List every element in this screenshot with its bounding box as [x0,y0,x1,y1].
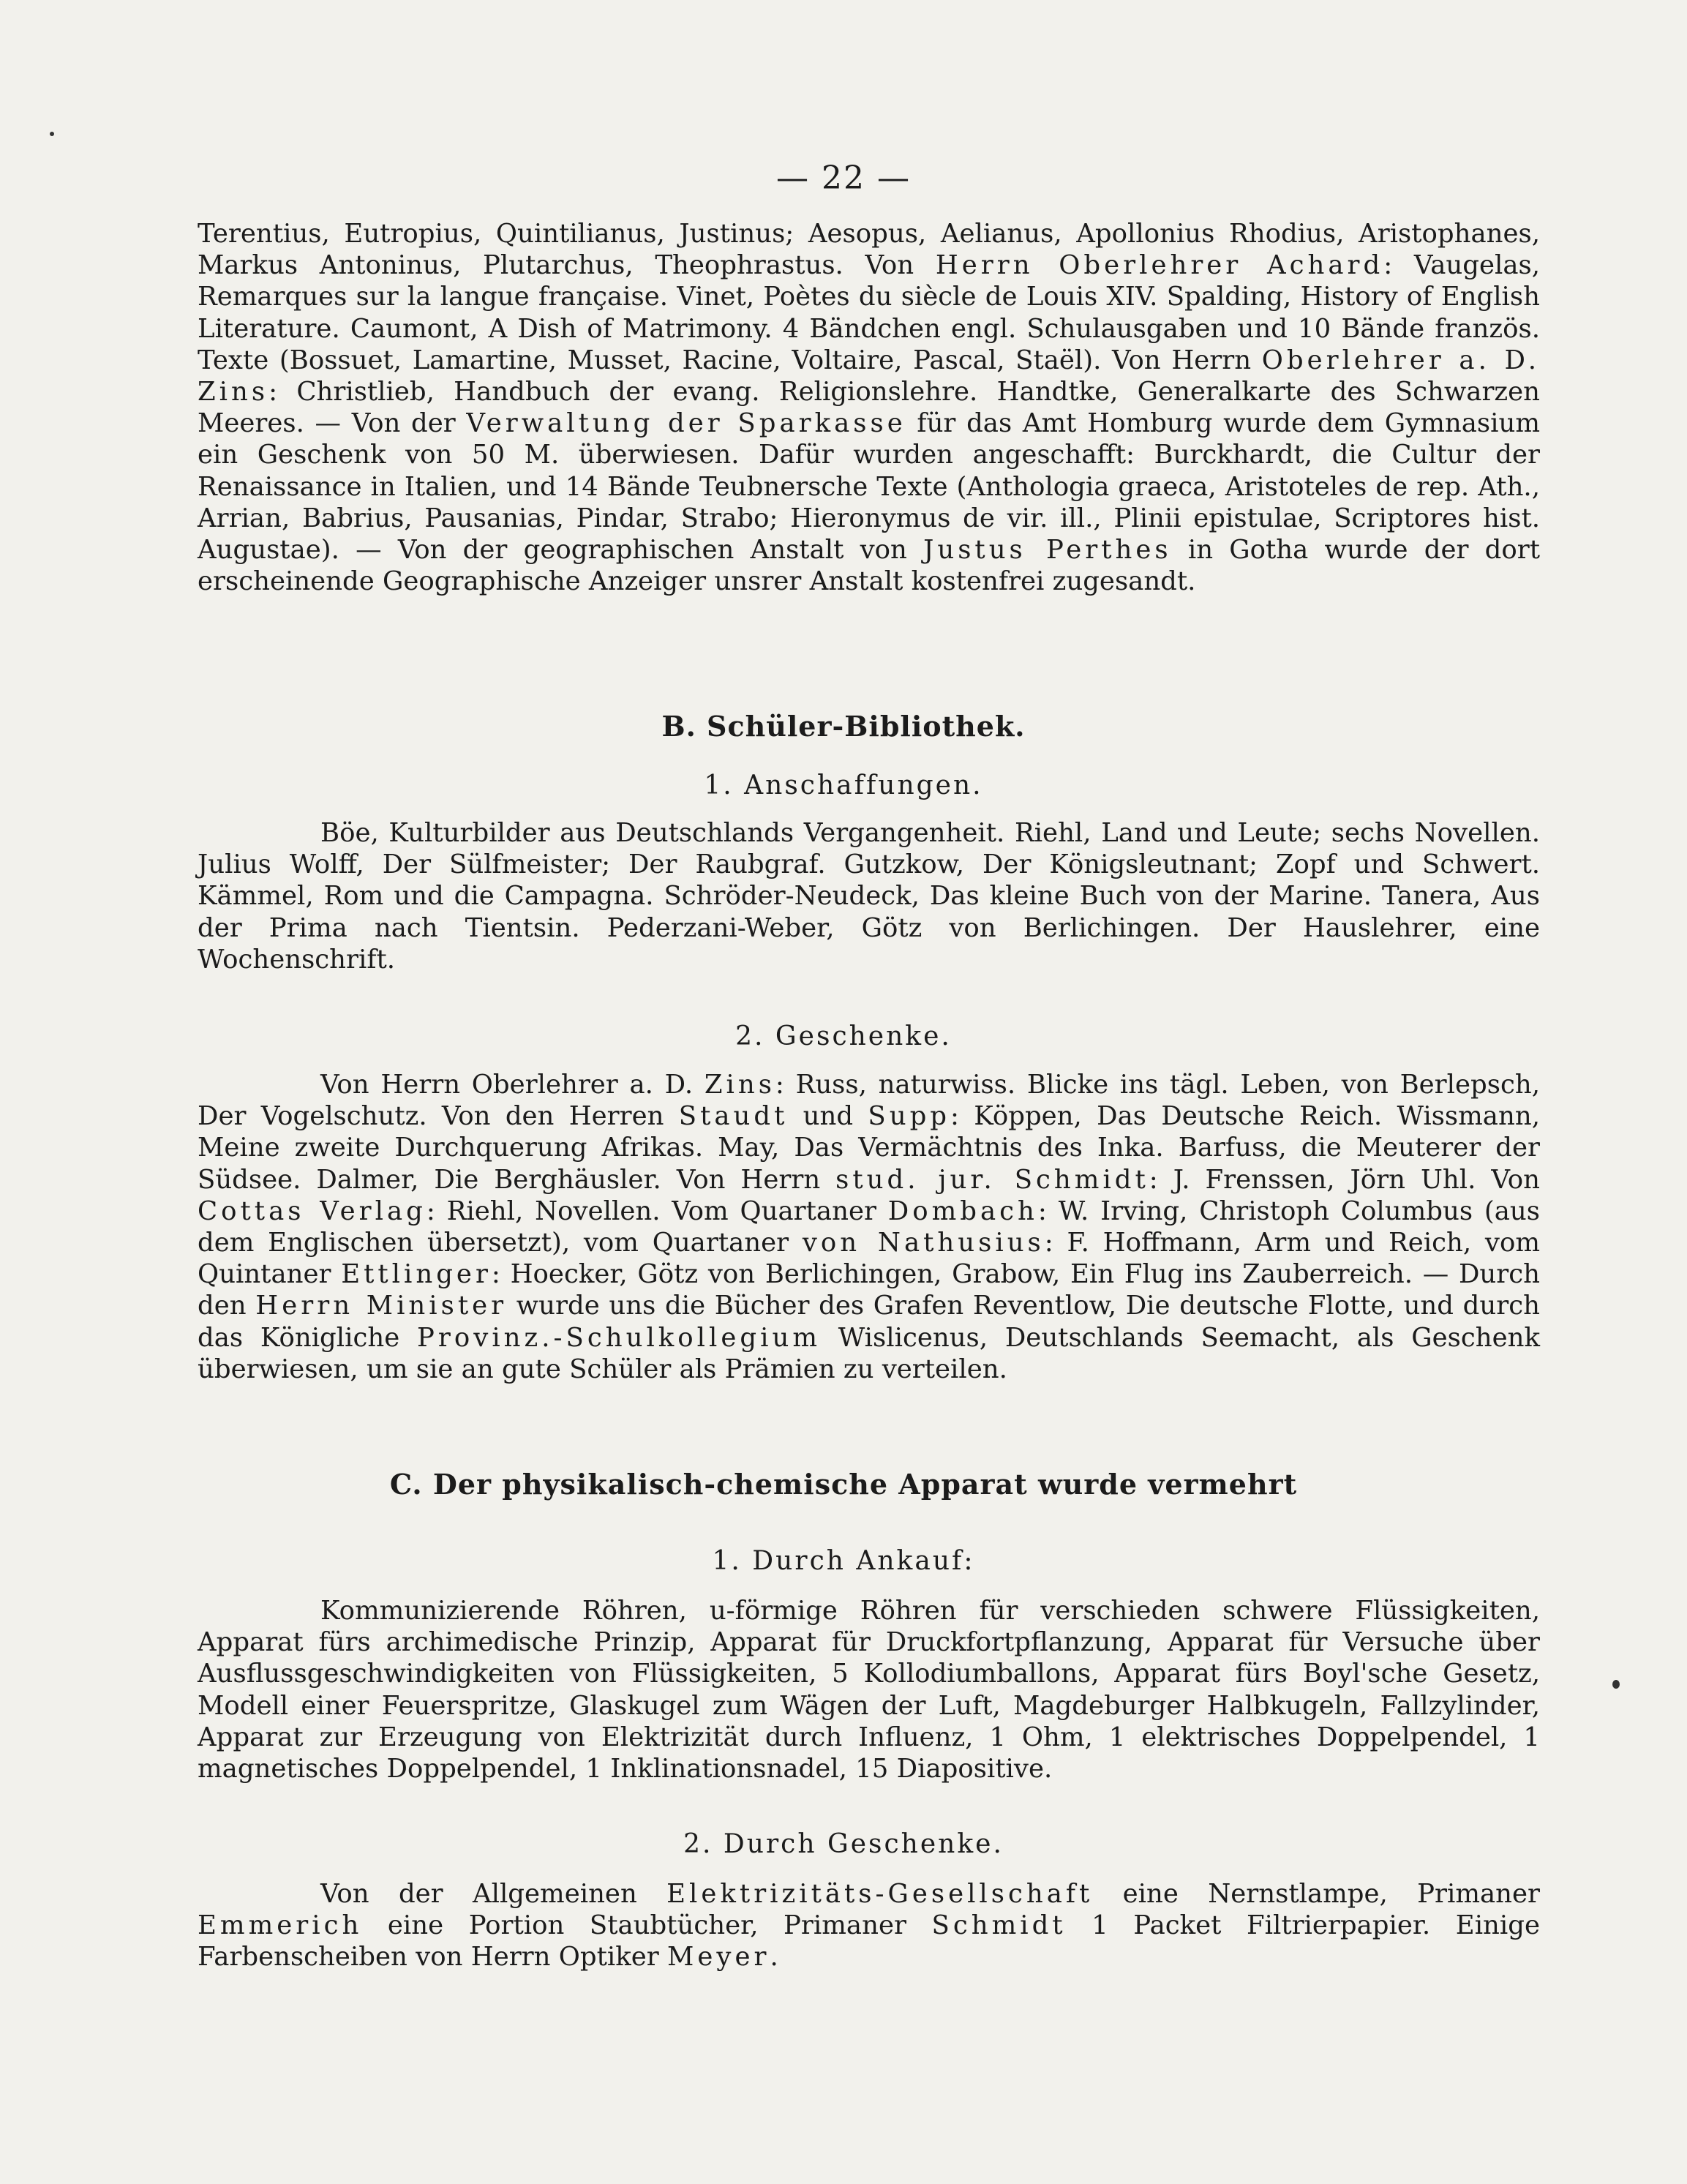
ankauf-paragraph-block [198,1595,1540,1785]
intro-paragraph-block [198,218,1540,597]
anschaffungen-paragraph-block [198,817,1540,975]
geschenke-paragraph: Von Herrn Oberlehrer a. D. Zins: Russ, naturwiss. Blicke ins tägl. Leben, von Berlepsch, Der Vogelschutz. Von den Herren Staudt und Supp: Köppen, Das Deutsche Reich. Wissmann, Meine zweite Durchquerung Afrikas. May, Das Vermächtnis des Inka. Barfuss, die Meuterer der Südsee. Dalmer, Die Berghäusler. Von Herrn stud. jur. Schmidt: J. Frenssen, Jörn Uhl. Von Cottas Verlag: Riehl, Novellen. Vom Quartaner Dombach: W. Irving, Christoph Columbus (aus dem Englischen übersetzt), vom Quartaner von Nathusius: F. Hoffmann, Arm und Reich, vom Quintaner Ettlinger: Hoecker, Götz von Berlichingen, Grabow, Ein Flug ins Zauberreich. — Durch den Herrn Minister wurde uns die Bücher des Grafen Reventlow, Die deutsche Flotte, und durch das Königliche Provinz.-Schulkollegium Wislicenus, Deutschlands Seemacht, als Geschenk überwiesen, um sie an gute Schüler als Prämien zu verteilen. [198,1070,1540,1384]
section-heading-apparat: C. Der physikalisch-chemische Apparat wurde vermehrt [389,1468,1298,1501]
page-number: — 22 — [776,160,911,197]
durch-geschenke-paragraph-block [198,1878,1540,1973]
durch-geschenke-paragraph: Von der Allgemeinen Elektrizitäts-Gesellschaft eine Nernstlampe, Primaner Emmerich eine Portion Staubtücher, Primaner Schmidt 1 Packet Filtrierpapier. Einige Farbenscheiben von Herrn Optiker Meyer. [198,1879,1541,1973]
print-speck [1612,1680,1620,1689]
subheading-durch-geschenke: 2. Durch Geschenke. [683,1829,1004,1859]
ankauf-paragraph: Kommunizierende Röhren, u-förmige Röhren für verschieden schwere Flüssigkeiten, Apparat fürs archimedische Prinzip, Apparat für Druckfortpflanzung, Apparat für Versuche über Ausflussgeschwindigkeiten von Flüssigkeiten, 5 Kollodiumballons, Apparat fürs Boyl'sche Gesetz, Modell einer Feuerspritze, Glaskugel zum Wägen der Luft, Magdeburger Halbkugeln, Fallzylinder, Apparat zur Erzeugung von Elektrizität durch Influenz, 1 Ohm, 1 elektrisches Doppelpendel, 1 magnetisches Doppelpendel, 1 Inklinationsnadel, 15 Diapositive. [198,1596,1540,1785]
subheading-geschenke: 2. Geschenke. [735,1021,952,1051]
print-speck [50,132,54,136]
subheading-durch-ankauf: 1. Durch Ankauf: [712,1546,975,1576]
geschenke-paragraph-block [198,1069,1540,1385]
subheading-anschaffungen: 1. Anschaffungen. [704,770,983,800]
anschaffungen-paragraph: Böe, Kulturbilder aus Deutschlands Vergangenheit. Riehl, Land und Leute; sechs Novellen. Julius Wolff, Der Sülfmeister; Der Raubgraf. Gutzkow, Der Königsleutnant; Zopf und Schwert. Kämmel, Rom und die Campagna. Schröder-Neudeck, Das kleine Buch von der Marine. Tanera, Aus der Prima nach Tientsin. Pederzani-Weber, Götz von Berlichingen. Der Hauslehrer, eine Wochenschrift. [198,818,1540,975]
section-heading-schuelerbibliothek: B. Schüler-Bibliothek. [661,710,1026,743]
intro-paragraph: Terentius, Eutropius, Quintilianus, Justinus; Aesopus, Aelianus, Apollonius Rhodius, Aristophanes, Markus Antoninus, Plutarchus, Theophrastus. Von Herrn Oberlehrer Achard: Vaugelas, Remarques sur la langue française. Vinet, Poètes du siècle de Louis XIV. Spalding, History of English Literature. Caumont, A Dish of Matrimony. 4 Bändchen engl. Schulausgaben und 10 Bände französ. Texte (Bossuet, Lamartine, Musset, Racine, Voltaire, Pascal, Staël). Von Herrn Oberlehrer a. D. Zins: Christlieb, Handbuch der evang. Religionslehre. Handtke, Generalkarte des Schwarzen Meeres. — Von der Verwaltung der Sparkasse für das Amt Homburg wurde dem Gymnasium ein Geschenk von 50 M. überwiesen. Dafür wurden angeschafft: Burckhardt, die Cultur der Renaissance in Italien, und 14 Bände Teubnersche Texte (Anthologia graeca, Aristoteles de rep. Ath., Arrian, Babrius, Pausanias, Pindar, Strabo; Hieronymus de vir. ill., Plinii epistulae, Scriptores hist. Augustae). — Von der geographischen Anstalt von Justus Perthes in Gotha wurde der dort erscheinende Geographische Anzeiger unsrer Anstalt kostenfrei zugesandt. [198,219,1541,597]
